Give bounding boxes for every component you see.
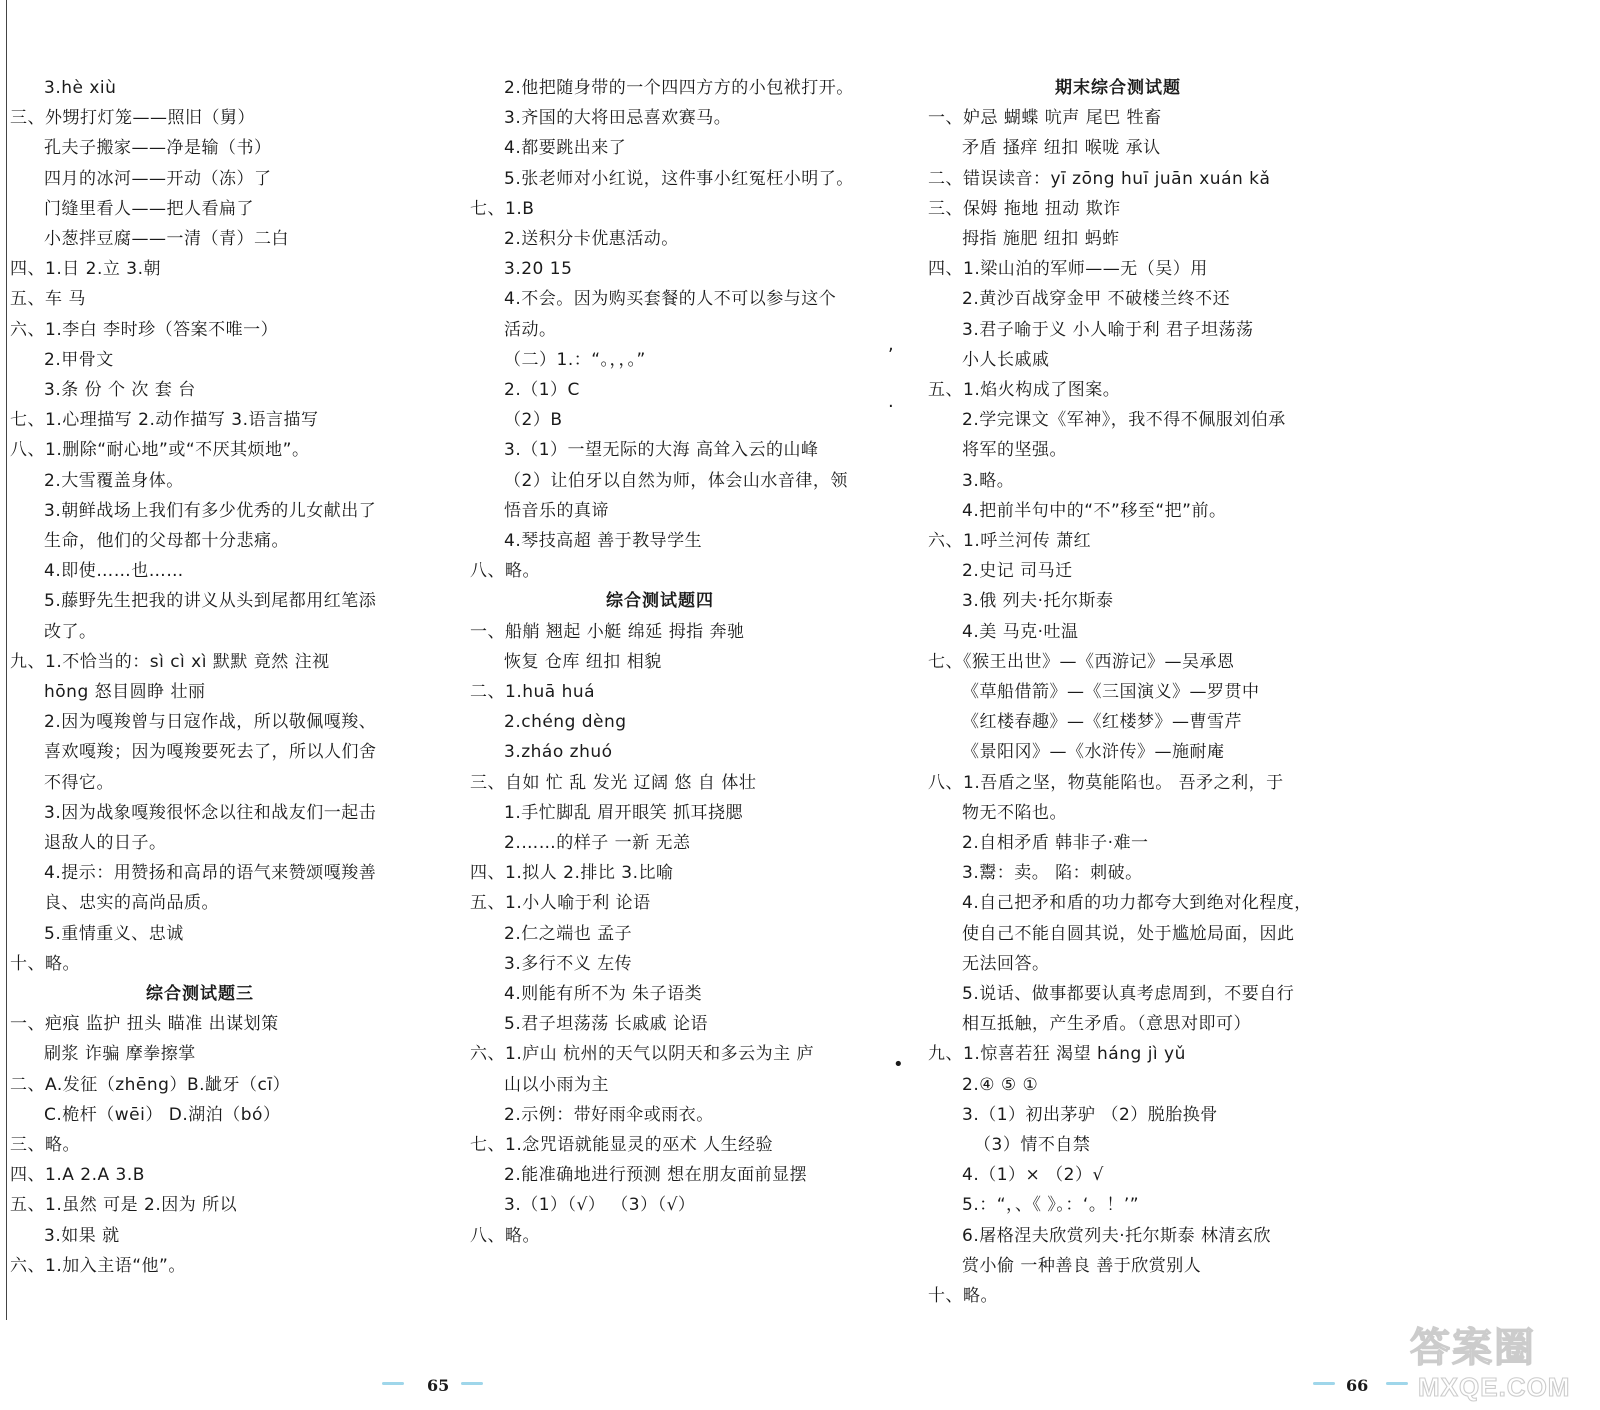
answer-line: 5.：“，、《 》。：‘。！’” [962, 1195, 1140, 1215]
answer-line: 小葱拌豆腐——一清（青）二白 [44, 229, 289, 249]
answer-line: 2.他把随身带的一个四四方方的小包袱打开。 [504, 78, 854, 98]
answer-line: 生命，他们的父母都十分悲痛。 [44, 531, 289, 551]
answer-line: 七、1.念咒语就能显灵的巫术 人生经验 [470, 1135, 774, 1155]
answer-line: 3.如果 就 [44, 1226, 120, 1246]
answer-line: 八、1.删除“耐心地”或“不厌其烦地”。 [10, 440, 310, 460]
answer-line: 3.hè xiù [44, 78, 117, 98]
answer-line: 不得它。 [44, 773, 114, 793]
answer-line: 3.（1）初出茅驴 （2）脱胎换骨 [962, 1105, 1218, 1125]
answer-line: 四月的冰河——开动（冻）了 [44, 169, 272, 189]
answer-line: 2.大雪覆盖身体。 [44, 471, 184, 491]
answer-line: 四、1.日 2.立 3.朝 [10, 259, 161, 279]
watermark-en-text: MXQE.COM [1418, 1372, 1571, 1402]
answer-line: 3.略。 [962, 471, 1015, 491]
answer-line: 4.自己把矛和盾的功力都夸大到绝对化程度， [962, 893, 1312, 913]
answer-line: 2.学完课文《军神》，我不得不佩服刘伯承 [962, 410, 1286, 430]
answer-line: 5.重情重义、忠诚 [44, 924, 184, 944]
answer-line: 2.……的样子 一新 无恙 [504, 833, 691, 853]
answer-line: 四、1.拟人 2.排比 3.比喻 [470, 863, 674, 883]
answer-line: 3.20 15 [504, 259, 573, 279]
page-number-left: 65 [427, 1376, 450, 1395]
answer-line: 3.俄 列夫·托尔斯泰 [962, 591, 1114, 611]
answer-line: 三、外甥打灯笼——照旧（舅） [10, 108, 255, 128]
answer-line: 4.把前半句中的“不”移至“把”前。 [962, 501, 1227, 521]
answer-line: 八、略。 [470, 561, 540, 581]
answer-line: 5.说话、做事都要认真考虑周到，不要自行 [962, 984, 1295, 1004]
answer-line: 六、1.呼兰河传 萧红 [928, 531, 1092, 551]
answer-line: 5.藤野先生把我的讲义从头到尾都用红笔添 [44, 591, 377, 611]
answer-line: 2.送积分卡优惠活动。 [504, 229, 679, 249]
answer-line: 六、1.庐山 杭州的天气以阴天和多云为主 庐 [470, 1044, 815, 1064]
answer-line: 五、车 马 [10, 289, 86, 309]
answer-line: 悟音乐的真谛 [504, 501, 609, 521]
answer-line: 六、1.李白 李时珍（答案不唯一） [10, 320, 279, 340]
answer-line: 拇指 施肥 纽扣 蚂蚱 [962, 229, 1120, 249]
answer-line: 2.④ ⑤ ① [962, 1075, 1039, 1095]
answer-line: 矛盾 搔痒 纽扣 喉咙 承认 [962, 138, 1161, 158]
answer-line: 2.chéng dèng [504, 712, 627, 732]
answer-line: 2.（1）C [504, 380, 580, 400]
watermark-cn-text: 答案圈 [1410, 1325, 1536, 1371]
answer-line: 5.君子坦荡荡 长戚戚 论语 [504, 1014, 709, 1034]
answer-line: 三、自如 忙 乱 发光 辽阔 悠 自 体壮 [470, 773, 757, 793]
answer-line: 4.提示：用赞扬和高昂的语气来赞颂嘎羧善 [44, 863, 377, 883]
page-number-decoration [382, 1382, 404, 1385]
section-heading: 综合测试题四 [606, 591, 714, 611]
answer-line: 3.多行不义 左传 [504, 954, 633, 974]
answer-line: 3.zháo zhuó [504, 742, 613, 762]
answer-line: 刷浆 诈骗 摩拳擦掌 [44, 1044, 196, 1064]
answer-line: 六、1.加入主语“他”。 [10, 1256, 186, 1276]
answer-line: 5.张老师对小红说，这件事小红冤枉小明了。 [504, 169, 854, 189]
answer-line: 山以小雨为主 [504, 1075, 609, 1095]
answer-line: 九、1.不恰当的：sì cì xì 默默 竟然 注视 [10, 652, 330, 672]
stray-dot: , [888, 334, 894, 355]
answer-line: 相互抵触，产生矛盾。（意思对即可） [962, 1014, 1251, 1034]
answer-line: hōng 怒目圆睁 壮丽 [44, 682, 206, 702]
page-margin-line [6, 0, 7, 1320]
answer-line: 四、1.梁山泊的军师——无（吴）用 [928, 259, 1208, 279]
answer-line: 一、船艄 翘起 小艇 绵延 拇指 奔驰 [470, 622, 745, 642]
answer-line: 2.示例：带好雨伞或雨衣。 [504, 1105, 714, 1125]
answer-line: 十、略。 [10, 954, 80, 974]
answer-line: 《草船借箭》—《三国演义》—罗贯中 [962, 682, 1260, 702]
answer-line: （3）情不自禁 [974, 1135, 1091, 1155]
answer-line: 二、错误读音：yī zōng huī juān xuán kǎ [928, 169, 1271, 189]
answer-line: 九、1.惊喜若狂 渴望 háng jì yǔ [928, 1044, 1186, 1064]
answer-line: 2.黄沙百战穿金甲 不破楼兰终不还 [962, 289, 1231, 309]
answer-line: 改了。 [44, 622, 97, 642]
answer-line: 4.则能有所不为 朱子语类 [504, 984, 703, 1004]
answer-line: 6.屠格涅夫欣赏列夫·托尔斯泰 林清玄欣 [962, 1226, 1272, 1246]
answer-line: 五、1.虽然 可是 2.因为 所以 [10, 1195, 238, 1215]
answer-line: 门缝里看人——把人看扁了 [44, 199, 254, 219]
answer-line: 使自己不能自圆其说，处于尴尬局面，因此 [962, 924, 1295, 944]
answer-line: 4.（1）× （2）√ [962, 1165, 1104, 1185]
answer-line: 4.美 马克·吐温 [962, 622, 1079, 642]
answer-line: 二、1.huā huá [470, 682, 596, 702]
answer-line: 2.史记 司马迁 [962, 561, 1073, 581]
answer-line: 3.（1）（√） （3）（√） [504, 1195, 696, 1215]
answer-line: 二、A.发征（zhēng）B.龇牙（cī） [10, 1075, 291, 1095]
answer-line: 物无不陷也。 [962, 803, 1067, 823]
answer-line: 3.因为战象嘎羧很怀念以往和战友们一起击 [44, 803, 377, 823]
answer-line: 小人长戚戚 [962, 350, 1050, 370]
answer-line: 三、保姆 拖地 扭动 欺诈 [928, 199, 1121, 219]
answer-line: C.桅杆（wēi） D.湖泊（bó） [44, 1105, 281, 1125]
answer-line: 2.甲骨文 [44, 350, 114, 370]
answer-line: 4.即使……也…… [44, 561, 184, 581]
answer-line: 2.能准确地进行预测 想在朋友面前显摆 [504, 1165, 808, 1185]
answer-line: 3.（1）一望无际的大海 高耸入云的山峰 [504, 440, 819, 460]
answer-line: 2.因为嘎羧曾与日寇作战，所以敬佩嘎羧、 [44, 712, 377, 732]
answer-line: 七、1.B [470, 199, 535, 219]
stray-dot: · [888, 396, 894, 417]
answer-line: （二）1.：“。，，。” [504, 350, 646, 370]
answer-line: 喜欢嘎羧；因为嘎羧要死去了，所以人们舍 [44, 742, 377, 762]
page-number-decoration [461, 1382, 483, 1385]
answer-line: 活动。 [504, 320, 557, 340]
answer-line: 《景阳冈》—《水浒传》—施耐庵 [962, 742, 1225, 762]
stray-dot: • [893, 1054, 904, 1075]
section-heading: 期末综合测试题 [1055, 78, 1181, 98]
answer-line: 4.琴技高超 善于教导学生 [504, 531, 703, 551]
answer-line: 3.条 份 个 次 套 台 [44, 380, 196, 400]
answer-line: 3.齐国的大将田忌喜欢赛马。 [504, 108, 732, 128]
answer-line: 三、略。 [10, 1135, 80, 1155]
answer-line: 赏小偷 一种善良 善于欣赏别人 [962, 1256, 1202, 1276]
answer-line: 退敌人的日子。 [44, 833, 167, 853]
answer-line: 2.自相矛盾 韩非子·难一 [962, 833, 1149, 853]
answer-line: 无法回答。 [962, 954, 1050, 974]
answer-line: 八、略。 [470, 1226, 540, 1246]
answer-line: 4.都要跳出来了 [504, 138, 627, 158]
page-number-decoration [1313, 1382, 1335, 1385]
page-number-right: 66 [1346, 1376, 1369, 1395]
section-heading: 综合测试题三 [146, 984, 254, 1004]
answer-line: （2）B [504, 410, 563, 430]
page-number-decoration [1386, 1382, 1408, 1385]
answer-line: 七、《猴王出世》—《西游记》—吴承恩 [928, 652, 1235, 672]
answer-line: 恢复 仓库 纽扣 相貌 [504, 652, 662, 672]
answer-line: 将军的坚强。 [962, 440, 1067, 460]
answer-line: 一、妒忌 蝴蝶 吭声 尾巴 牲畜 [928, 108, 1162, 128]
answer-line: 4.不会。因为购买套餐的人不可以参与这个 [504, 289, 837, 309]
answer-line: 四、1.A 2.A 3.B [10, 1165, 145, 1185]
answer-line: 3.鬻：卖。 陷：刺破。 [962, 863, 1143, 883]
answer-line: 《红楼春趣》—《红楼梦》—曹雪芹 [962, 712, 1242, 732]
answer-line: 十、略。 [928, 1286, 998, 1306]
answer-line: 良、忠实的高尚品质。 [44, 893, 219, 913]
answer-line: 2.仁之端也 孟子 [504, 924, 633, 944]
answer-line: 八、1.吾盾之坚，物莫能陷也。 吾矛之利，于 [928, 773, 1284, 793]
answer-line: 孔夫子搬家——净是输（书） [44, 138, 272, 158]
answer-line: 3.朝鲜战场上我们有多少优秀的儿女献出了 [44, 501, 377, 521]
answer-line: 一、疤痕 监护 扭头 瞄准 出谋划策 [10, 1014, 279, 1034]
answer-line: 五、1.焰火构成了图案。 [928, 380, 1121, 400]
answer-line: 1.手忙脚乱 眉开眼笑 抓耳挠腮 [504, 803, 744, 823]
site-watermark-logo [1410, 1326, 1582, 1404]
answer-line: 3.君子喻于义 小人喻于利 君子坦荡荡 [962, 320, 1254, 340]
answer-line: （2）让伯牙以自然为师，体会山水音律，领 [504, 471, 848, 491]
answer-line: 五、1.小人喻于利 论语 [470, 893, 651, 913]
answer-line: 七、1.心理描写 2.动作描写 3.语言描写 [10, 410, 319, 430]
